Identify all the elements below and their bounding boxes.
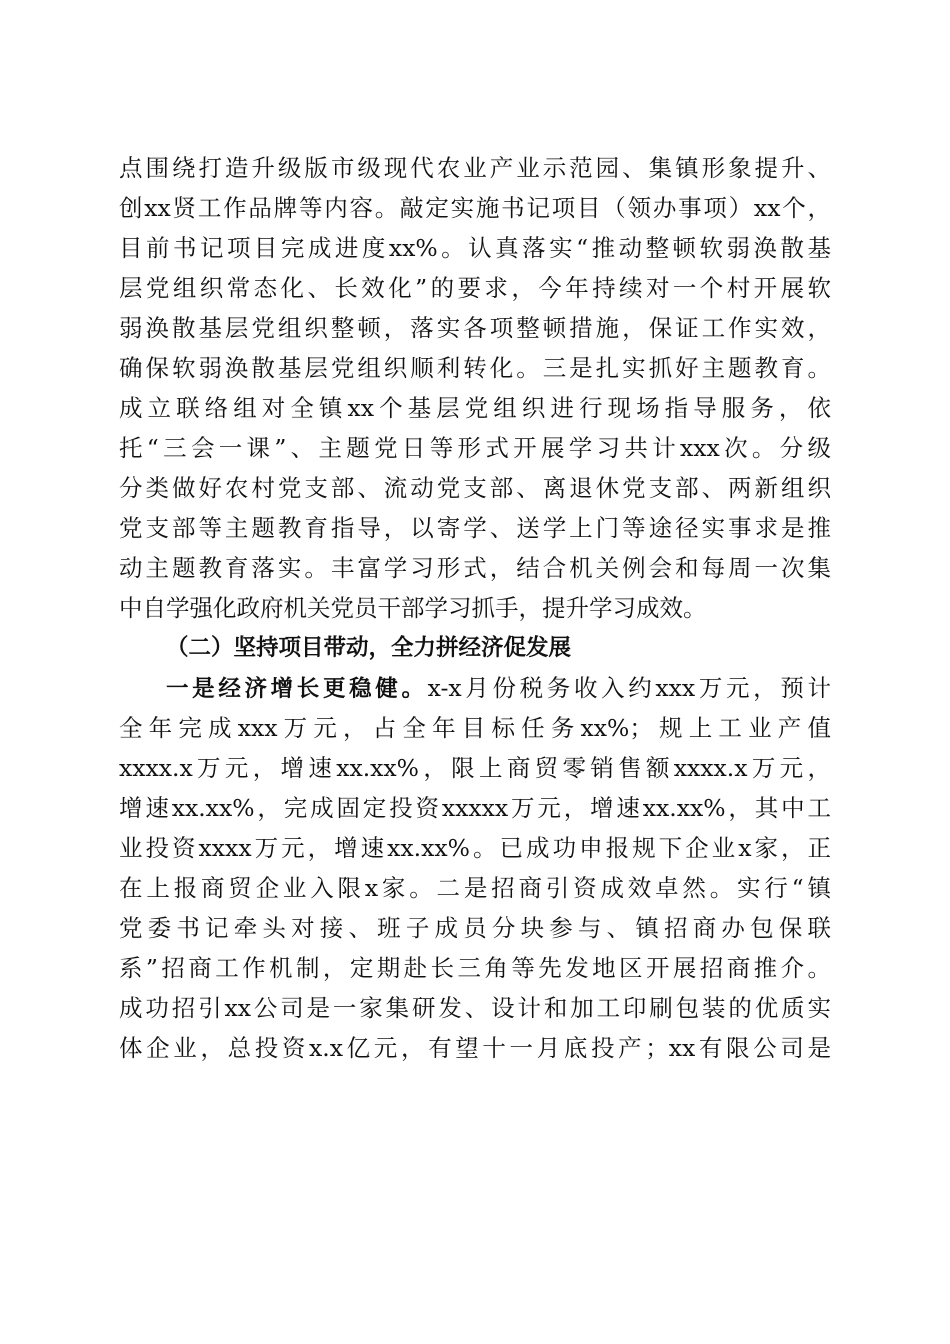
document-body bbox=[119, 148, 831, 1068]
text-line: xxxx.x万元，增速xx.xx%，限上商贸零销售额xxxx.x万元， bbox=[119, 754, 831, 782]
text-line: 体企业，总投资x.x亿元，有望十一月底投产；xx有限公司是 bbox=[119, 1034, 831, 1062]
text-line: 动主题教育落实。丰富学习形式，结合机关例会和每周一次集 bbox=[119, 554, 831, 582]
text-line: 弱涣散基层党组织整顿，落实各项整顿措施，保证工作实效， bbox=[119, 314, 831, 342]
text-line: 创xx贤工作品牌等内容。敲定实施书记项目（领办事项）xx个， bbox=[119, 194, 831, 222]
text-line: 中自学强化政府机关党员干部学习抓手，提升学习成效。 bbox=[119, 594, 707, 622]
text-line: 成功招引xx公司是一家集研发、设计和加工印刷包装的优质实 bbox=[119, 994, 831, 1022]
section-heading: （二）坚持项目带动，全力拼经济促发展 bbox=[166, 635, 572, 661]
text-line: 业投资xxxx万元，增速xx.xx%。已成功申报规下企业x家，正 bbox=[119, 834, 831, 862]
text-line: 托“三会一课”、主题党日等形式开展学习共计xxx次。分级 bbox=[119, 434, 831, 462]
text-line: 系”招商工作机制，定期赴长三角等先发地区开展招商推介。 bbox=[119, 954, 831, 982]
text-line: 层党组织常态化、长效化”的要求，今年持续对一个村开展软 bbox=[119, 274, 831, 302]
paragraph-lead: 一是经济增长更稳健。 bbox=[166, 676, 428, 702]
text-line: 点围绕打造升级版市级现代农业产业示范园、集镇形象提升、 bbox=[119, 154, 831, 182]
paragraph-first-line bbox=[119, 668, 831, 708]
text-line: 增速xx.xx%，完成固定投资xxxxx万元，增速xx.xx%，其中工 bbox=[119, 794, 831, 822]
text-line: 分类做好农村党支部、流动党支部、离退休党支部、两新组织 bbox=[119, 474, 831, 502]
paragraph-first-line-text: x-x月份税务收入约xxx万元，预计 bbox=[427, 674, 831, 702]
text-line: 党支部等主题教育指导，以寄学、送学上门等途径实事求是推 bbox=[119, 514, 831, 542]
text-line: 在上报商贸企业入限x家。二是招商引资成效卓然。实行“镇 bbox=[119, 874, 831, 902]
text-line: 确保软弱涣散基层党组织顺利转化。三是扎实抓好主题教育。 bbox=[119, 354, 831, 382]
text-line: 全年完成xxx万元，占全年目标任务xx%；规上工业产值 bbox=[119, 714, 831, 742]
text-line: 党委书记牵头对接、班子成员分块参与、镇招商办包保联 bbox=[119, 914, 831, 942]
text-line: 成立联络组对全镇xx个基层党组织进行现场指导服务，依 bbox=[119, 394, 831, 422]
text-line: 目前书记项目完成进度xx%。认真落实“推动整顿软弱涣散基 bbox=[119, 234, 831, 262]
